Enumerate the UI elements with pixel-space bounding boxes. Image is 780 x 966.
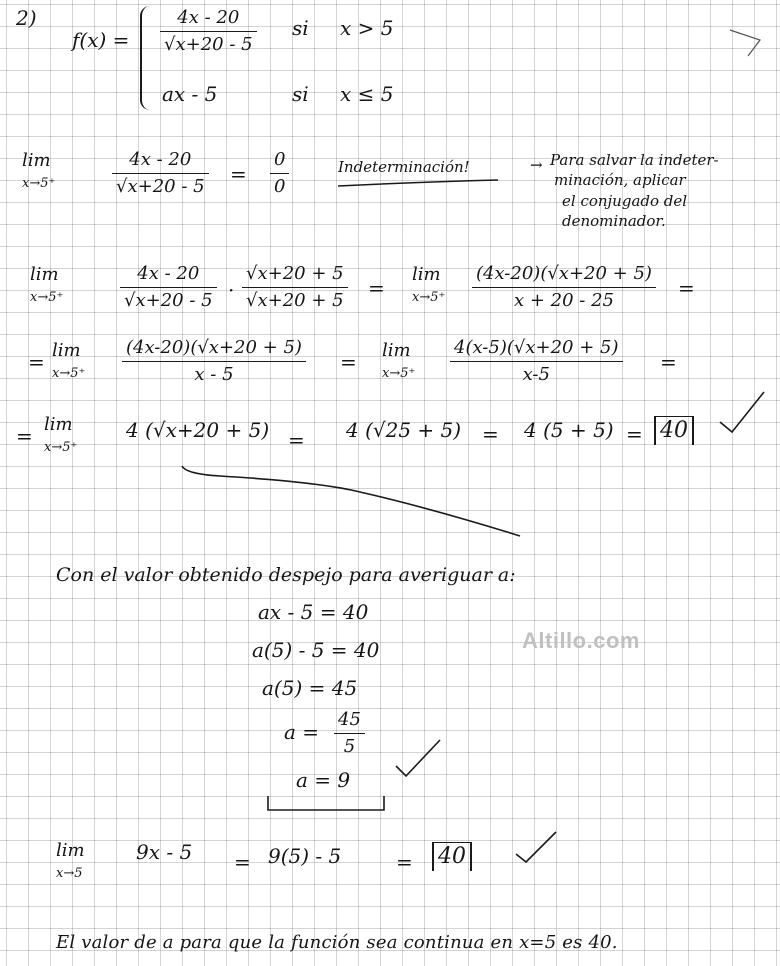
check-result-box: 40 (432, 842, 472, 871)
step4-expression-3: 4 (5 + 5) (524, 418, 614, 442)
checkmark-icon (516, 832, 556, 862)
corner-mark (730, 30, 760, 56)
lim-subscript: x→5⁺ (412, 289, 446, 305)
solve-line-2: a(5) - 5 = 40 (252, 638, 380, 662)
indeterminacion-label: Indeterminación! (338, 158, 470, 176)
fraction-numerator: √x+20 + 5 (246, 263, 344, 284)
solve-fraction-lhs: a = (284, 720, 320, 744)
check-equals-1: = (234, 850, 251, 874)
fraction-numerator: (4x-20)(√x+20 + 5) (126, 337, 302, 358)
underline-stroke (338, 180, 498, 186)
step1-numerator: 4x - 20 (129, 149, 192, 170)
case1-condition: x > 5 (340, 16, 394, 40)
case1-si: si (292, 16, 309, 40)
checkmark-icon (396, 740, 440, 776)
solve-answer: a = 9 (296, 768, 351, 792)
fraction-denominator: √x+20 + 5 (246, 289, 344, 311)
lim-subscript: x→5⁺ (52, 365, 86, 381)
lim-word: lim (382, 340, 411, 361)
note-line: denominador. (562, 211, 666, 230)
step4-expression: 4 (√x+20 + 5) (126, 418, 270, 442)
arrow-icon: → (530, 156, 543, 174)
lim-word: lim (44, 414, 73, 435)
case2-si: si (292, 82, 309, 106)
problem-number: 2) (16, 6, 37, 30)
function-lhs: f(x) = (72, 28, 130, 52)
note-line: minación, aplicar (554, 171, 686, 190)
step3-equals-0: = (28, 350, 45, 374)
step4-equals-0: = (16, 424, 33, 448)
lim-word: lim (30, 264, 59, 285)
case2-condition: x ≤ 5 (340, 82, 394, 106)
lim-word: lim (22, 150, 51, 171)
step1-denominator: √x+20 - 5 (116, 175, 205, 197)
answer-bracket (268, 796, 384, 810)
case1-numerator: 4x - 20 (177, 7, 240, 28)
fraction-numerator: (4x-20)(√x+20 + 5) (476, 263, 652, 284)
fraction-numerator: 4(x-5)(√x+20 + 5) (454, 337, 619, 358)
note-line: el conjugado del (562, 191, 688, 210)
conclusion: El valor de a para que la función sea continua en x=5 es 40. (56, 932, 618, 953)
check-expression: 9x - 5 (136, 840, 193, 864)
step4-expression-2: 4 (√25 + 5) (346, 418, 462, 442)
fraction-denominator: 5 (343, 735, 356, 757)
step4-equals-3: = (626, 422, 643, 446)
checkmark-icon (720, 392, 764, 432)
check-expression-2: 9(5) - 5 (268, 844, 342, 868)
solve-intro: Con el valor obtenido despejo para averiguar a: (56, 564, 516, 586)
watermark: Altillo.com (522, 628, 640, 653)
case2-expression: ax - 5 (162, 82, 218, 106)
fraction-numerator: 45 (338, 709, 361, 730)
lim-subscript: x→5⁺ (44, 439, 78, 455)
lim-word: lim (56, 840, 85, 861)
step2-equals-2: = (678, 276, 695, 300)
lim-subscript: x→5⁺ (382, 365, 416, 381)
fraction-denominator: x - 5 (194, 363, 234, 385)
lim-subscript: x→5 (56, 865, 83, 881)
solve-line-3: a(5) = 45 (262, 676, 358, 700)
step2-equals-1: = (368, 276, 385, 300)
step3-equals-2: = (660, 350, 677, 374)
lim-word: lim (412, 264, 441, 285)
strike-line (182, 466, 520, 536)
fraction-denominator: √x+20 - 5 (124, 289, 213, 311)
step3-equals-1: = (340, 350, 357, 374)
multiply-dot: · (228, 278, 235, 302)
lim-subscript: x→5⁺ (22, 175, 56, 191)
lim-subscript: x→5⁺ (30, 289, 64, 305)
note-line: Para salvar la indeter- (550, 151, 719, 169)
step4-equals-2: = (482, 422, 499, 446)
step1-equals: = (230, 162, 247, 186)
case1-denominator: √x+20 - 5 (164, 33, 253, 55)
fraction-denominator: x + 20 - 25 (513, 289, 614, 311)
limit-result-box: 40 (654, 416, 694, 445)
lim-word: lim (52, 340, 81, 361)
fraction-denominator: x-5 (522, 363, 550, 385)
solve-line-1: ax - 5 = 40 (258, 600, 369, 624)
zero-denominator: 0 (274, 175, 286, 197)
fraction-numerator: 4x - 20 (137, 263, 200, 284)
zero-numerator: 0 (274, 149, 286, 170)
check-equals-2: = (396, 850, 413, 874)
step4-equals-1: = (288, 428, 305, 452)
